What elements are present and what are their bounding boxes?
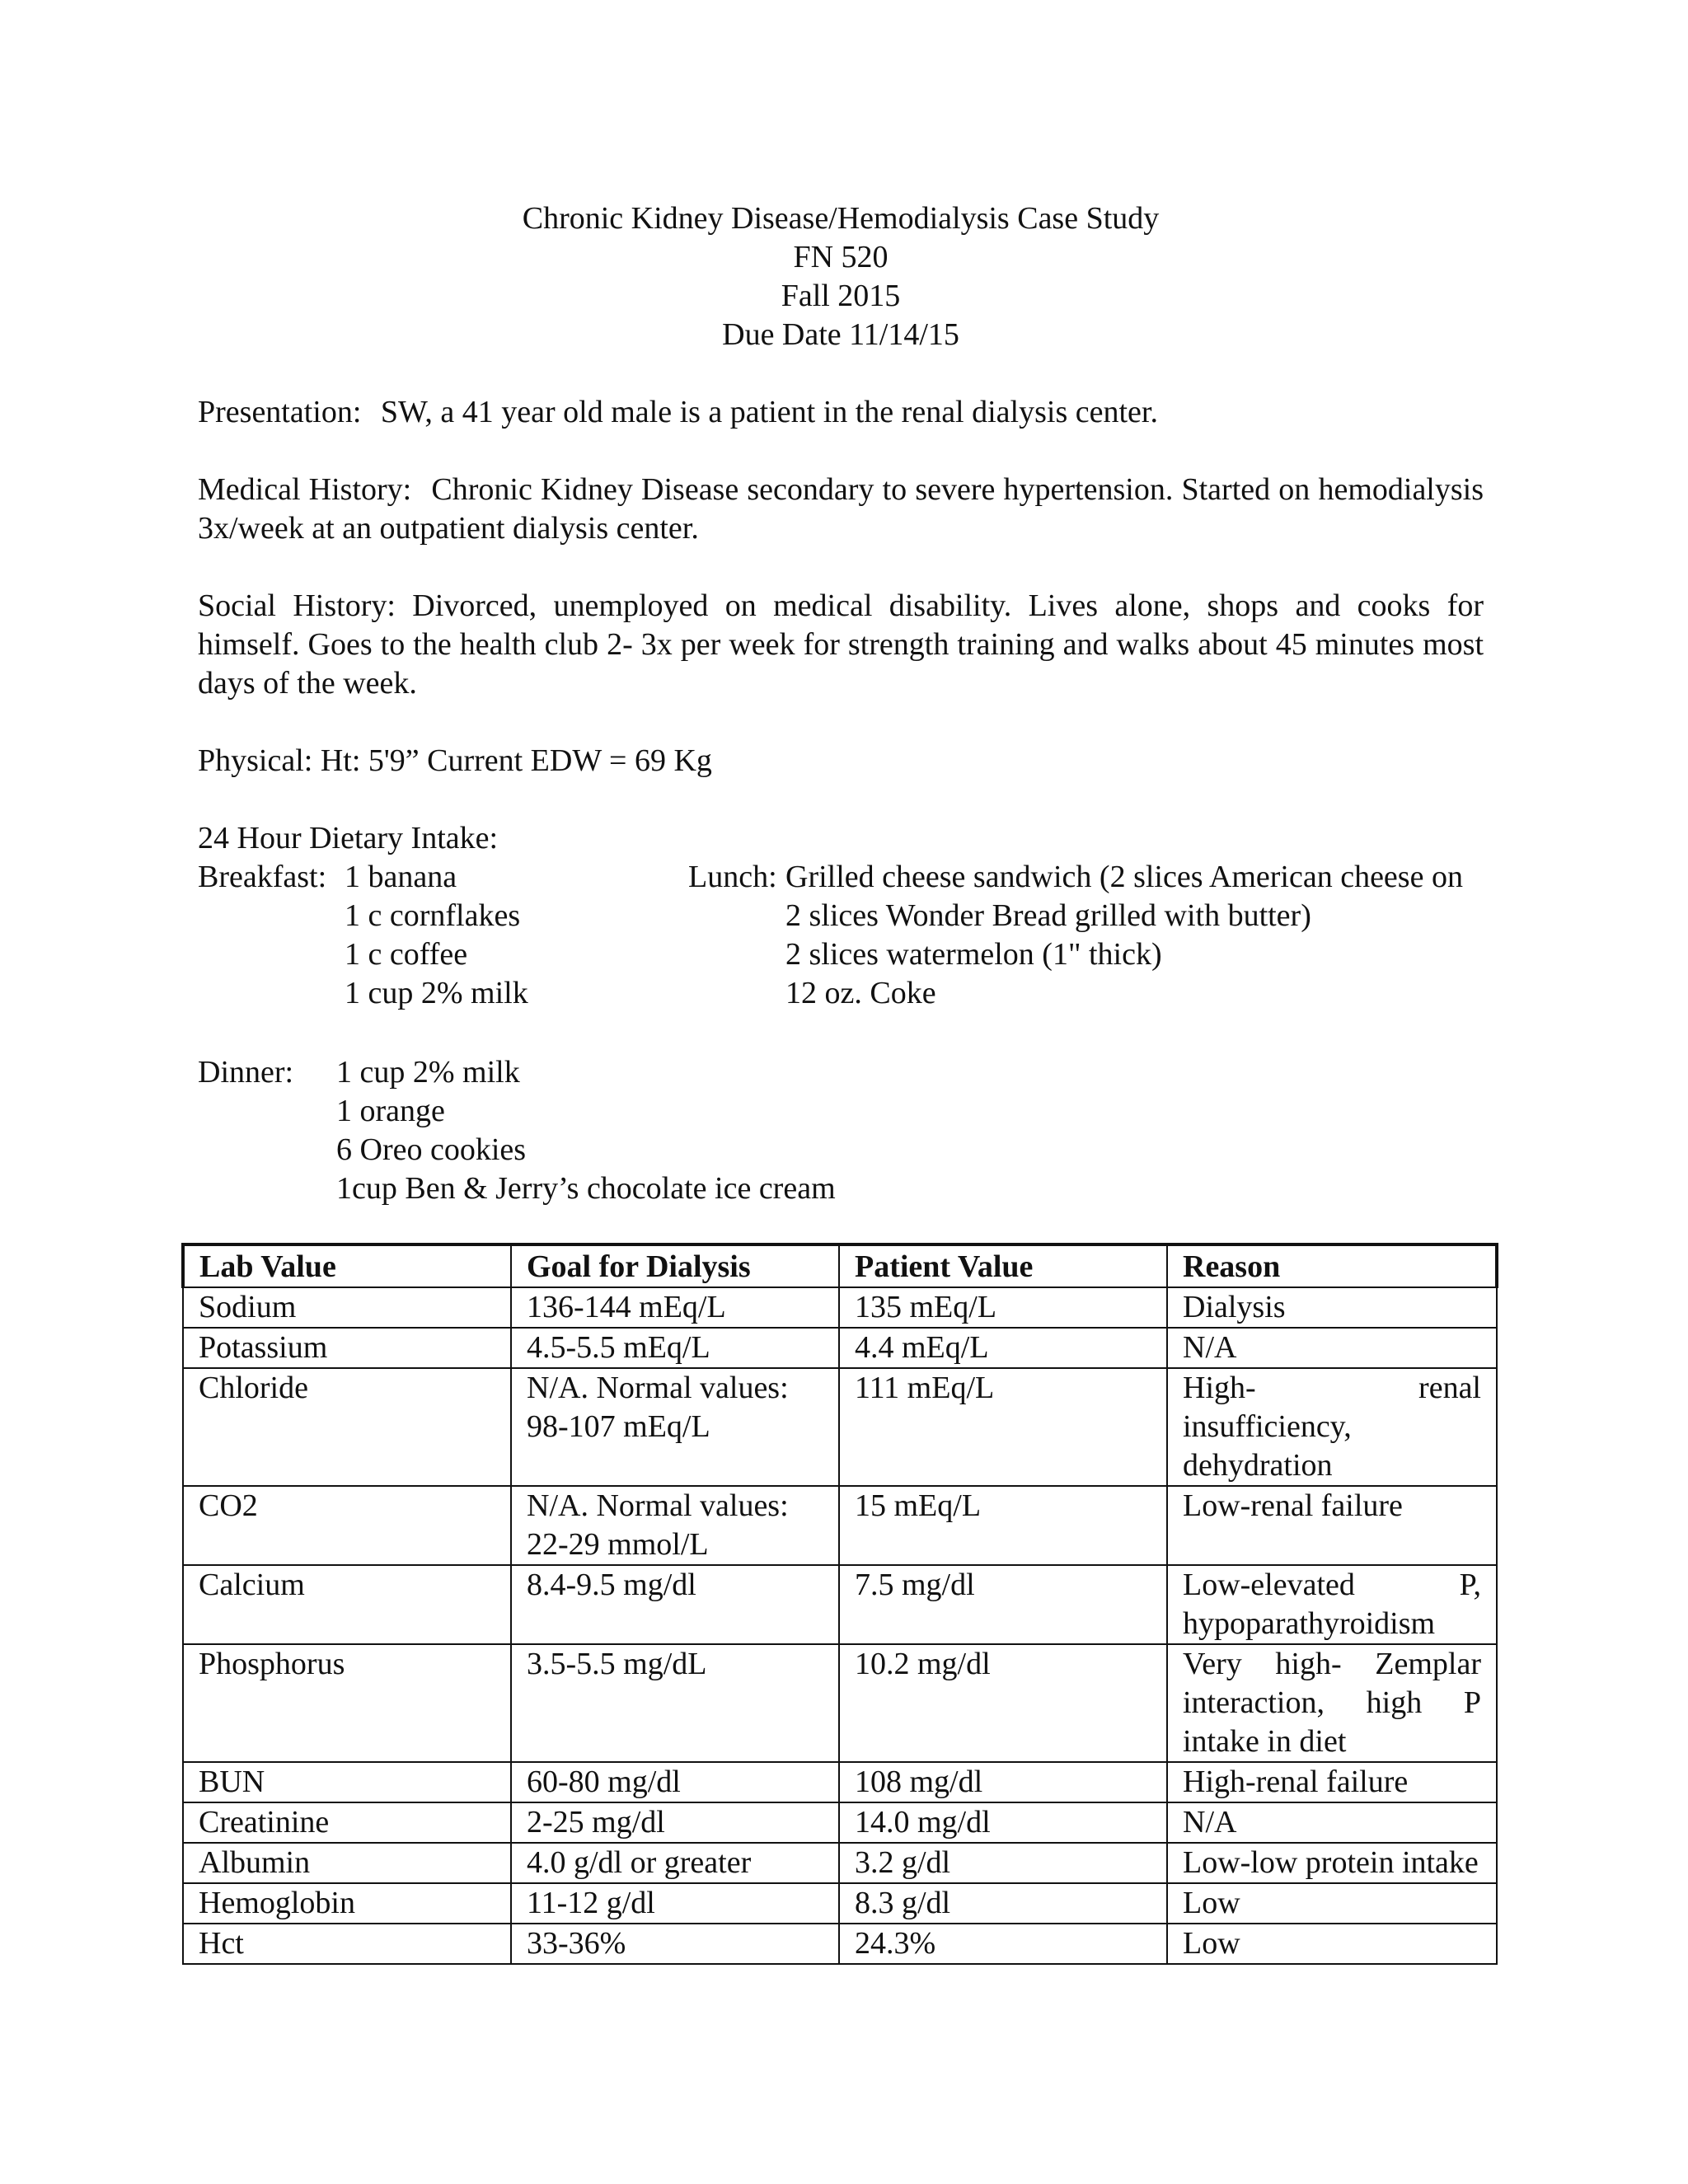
lunch-block [688, 858, 1484, 1013]
table-row [183, 1287, 1497, 1328]
list-item: 6 Oreo cookies [336, 1132, 527, 1167]
reason-cell: Very high- Zemplar interaction, high P intake in diet [1167, 1644, 1497, 1762]
lab-name-cell: Sodium [183, 1287, 511, 1328]
column-header: Goal for Dialysis [511, 1244, 839, 1287]
breakfast-block [198, 858, 528, 1013]
column-header: Lab Value [183, 1244, 511, 1287]
table-row [183, 1843, 1497, 1883]
goal-cell: 33-36% [511, 1924, 839, 1964]
reason-cell: High-renal failure [1167, 1762, 1497, 1802]
list-item: Grilled cheese sandwich (2 slices American cheese on [785, 860, 1463, 894]
patient-value-cell: 10.2 mg/dl [839, 1644, 1167, 1762]
lab-name-cell: BUN [183, 1762, 511, 1802]
lab-values-table [181, 1243, 1498, 1965]
breakfast-label: Breakfast: [198, 860, 327, 894]
table-header-row [183, 1244, 1497, 1287]
physical-section: Physical: Ht: 5'9” Current EDW = 69 Kg [198, 743, 712, 778]
reason-cell: N/A [1167, 1802, 1497, 1843]
goal-cell: 136-144 mEq/L [511, 1287, 839, 1328]
presentation-text: SW, a 41 year old male is a patient in the renal dialysis center. [380, 395, 1158, 429]
lab-name-cell: CO2 [183, 1486, 511, 1565]
column-header: Reason [1167, 1244, 1497, 1287]
patient-value-cell: 111 mEq/L [839, 1368, 1167, 1486]
goal-cell: 3.5-5.5 mg/dL [511, 1644, 839, 1762]
reason-cell: Low-renal failure [1167, 1486, 1497, 1565]
reason-cell: Low-low protein intake [1167, 1843, 1497, 1883]
patient-value-cell: 7.5 mg/dl [839, 1565, 1167, 1644]
list-item: 1 cup 2% milk [336, 1055, 520, 1090]
lab-name-cell: Hct [183, 1924, 511, 1964]
goal-cell: 4.0 g/dl or greater [511, 1843, 839, 1883]
course-code: FN 520 [793, 240, 889, 274]
list-item: 2 slices watermelon (1" thick) [785, 937, 1162, 972]
presentation-label: Presentation: [198, 395, 362, 429]
table-row [183, 1486, 1497, 1565]
patient-value-cell: 24.3% [839, 1924, 1167, 1964]
column-header: Patient Value [839, 1244, 1167, 1287]
dinner-block [198, 1053, 1484, 1208]
lab-name-cell: Phosphorus [183, 1644, 511, 1762]
lab-name-cell: Chloride [183, 1368, 511, 1486]
due-date: Due Date 11/14/15 [722, 317, 959, 352]
lab-name-cell: Creatinine [183, 1802, 511, 1843]
table-row [183, 1924, 1497, 1964]
patient-value-cell: 3.2 g/dl [839, 1843, 1167, 1883]
dinner-items [336, 1053, 836, 1208]
patient-value-cell: 135 mEq/L [839, 1287, 1167, 1328]
term: Fall 2015 [781, 279, 901, 313]
list-item: 1 banana [345, 860, 457, 894]
table-row [183, 1644, 1497, 1762]
medical-history-text: Chronic Kidney Disease secondary to severe hypertension. Started on hemodialysis 3x/week at an outpatient dialysis center. [198, 472, 1484, 546]
patient-value-cell: 4.4 mEq/L [839, 1328, 1167, 1368]
list-item: 12 oz. Coke [785, 976, 936, 1010]
goal-cell: N/A. Normal values: 98-107 mEq/L [511, 1368, 839, 1486]
breakfast-items [345, 858, 528, 1013]
lab-name-cell: Hemoglobin [183, 1883, 511, 1924]
list-item: 1 c coffee [345, 937, 468, 972]
list-item: 1cup Ben & Jerry’s chocolate ice cream [336, 1171, 836, 1206]
table-row [183, 1762, 1497, 1802]
goal-cell: 60-80 mg/dl [511, 1762, 839, 1802]
lab-name-cell: Albumin [183, 1843, 511, 1883]
document-title: Chronic Kidney Disease/Hemodialysis Case Study [522, 201, 1160, 236]
list-item: 2 slices Wonder Bread grilled with butter) [785, 898, 1311, 933]
goal-cell: N/A. Normal values: 22-29 mmol/L [511, 1486, 839, 1565]
lunch-items [785, 858, 1463, 1013]
table-row [183, 1883, 1497, 1924]
goal-cell: 2-25 mg/dl [511, 1802, 839, 1843]
patient-value-cell: 15 mEq/L [839, 1486, 1167, 1565]
reason-cell: Low [1167, 1883, 1497, 1924]
reason-cell: Low [1167, 1924, 1497, 1964]
table-row [183, 1802, 1497, 1843]
patient-value-cell: 14.0 mg/dl [839, 1802, 1167, 1843]
lab-table-body [183, 1287, 1497, 1964]
social-history-section [198, 587, 1484, 703]
patient-value-cell: 108 mg/dl [839, 1762, 1167, 1802]
reason-cell: N/A [1167, 1328, 1497, 1368]
document-body [198, 199, 1484, 1208]
intake-heading: 24 Hour Dietary Intake: [198, 821, 499, 855]
goal-cell: 11-12 g/dl [511, 1883, 839, 1924]
goal-cell: 8.4-9.5 mg/dl [511, 1565, 839, 1644]
list-item: 1 orange [336, 1094, 445, 1128]
presentation-section [198, 393, 1484, 432]
reason-cell: Dialysis [1167, 1287, 1497, 1328]
social-history-text: Divorced, unemployed on medical disability. Lives alone, shops and cooks for himself. Goes to the health club 2- 3x per week for strength training and walks about 45 minutes most days of the week. [198, 588, 1484, 701]
lunch-label: Lunch: [688, 860, 777, 894]
list-item: 1 cup 2% milk [345, 976, 528, 1010]
lab-name-cell: Potassium [183, 1328, 511, 1368]
patient-value-cell: 8.3 g/dl [839, 1883, 1167, 1924]
dinner-label: Dinner: [198, 1055, 294, 1090]
lab-name-cell: Calcium [183, 1565, 511, 1644]
document-header [198, 199, 1484, 354]
social-history-label: Social History: [198, 588, 396, 623]
table-row [183, 1368, 1497, 1486]
reason-cell: High- renal insufficiency, dehydration [1167, 1368, 1497, 1486]
reason-cell: Low-elevated P, hypoparathyroidism [1167, 1565, 1497, 1644]
dietary-intake [198, 858, 1484, 1015]
goal-cell: 4.5-5.5 mEq/L [511, 1328, 839, 1368]
medical-history-section [198, 471, 1484, 548]
medical-history-label: Medical History: [198, 472, 412, 507]
table-row [183, 1328, 1497, 1368]
list-item: 1 c cornflakes [345, 898, 521, 933]
table-row [183, 1565, 1497, 1644]
